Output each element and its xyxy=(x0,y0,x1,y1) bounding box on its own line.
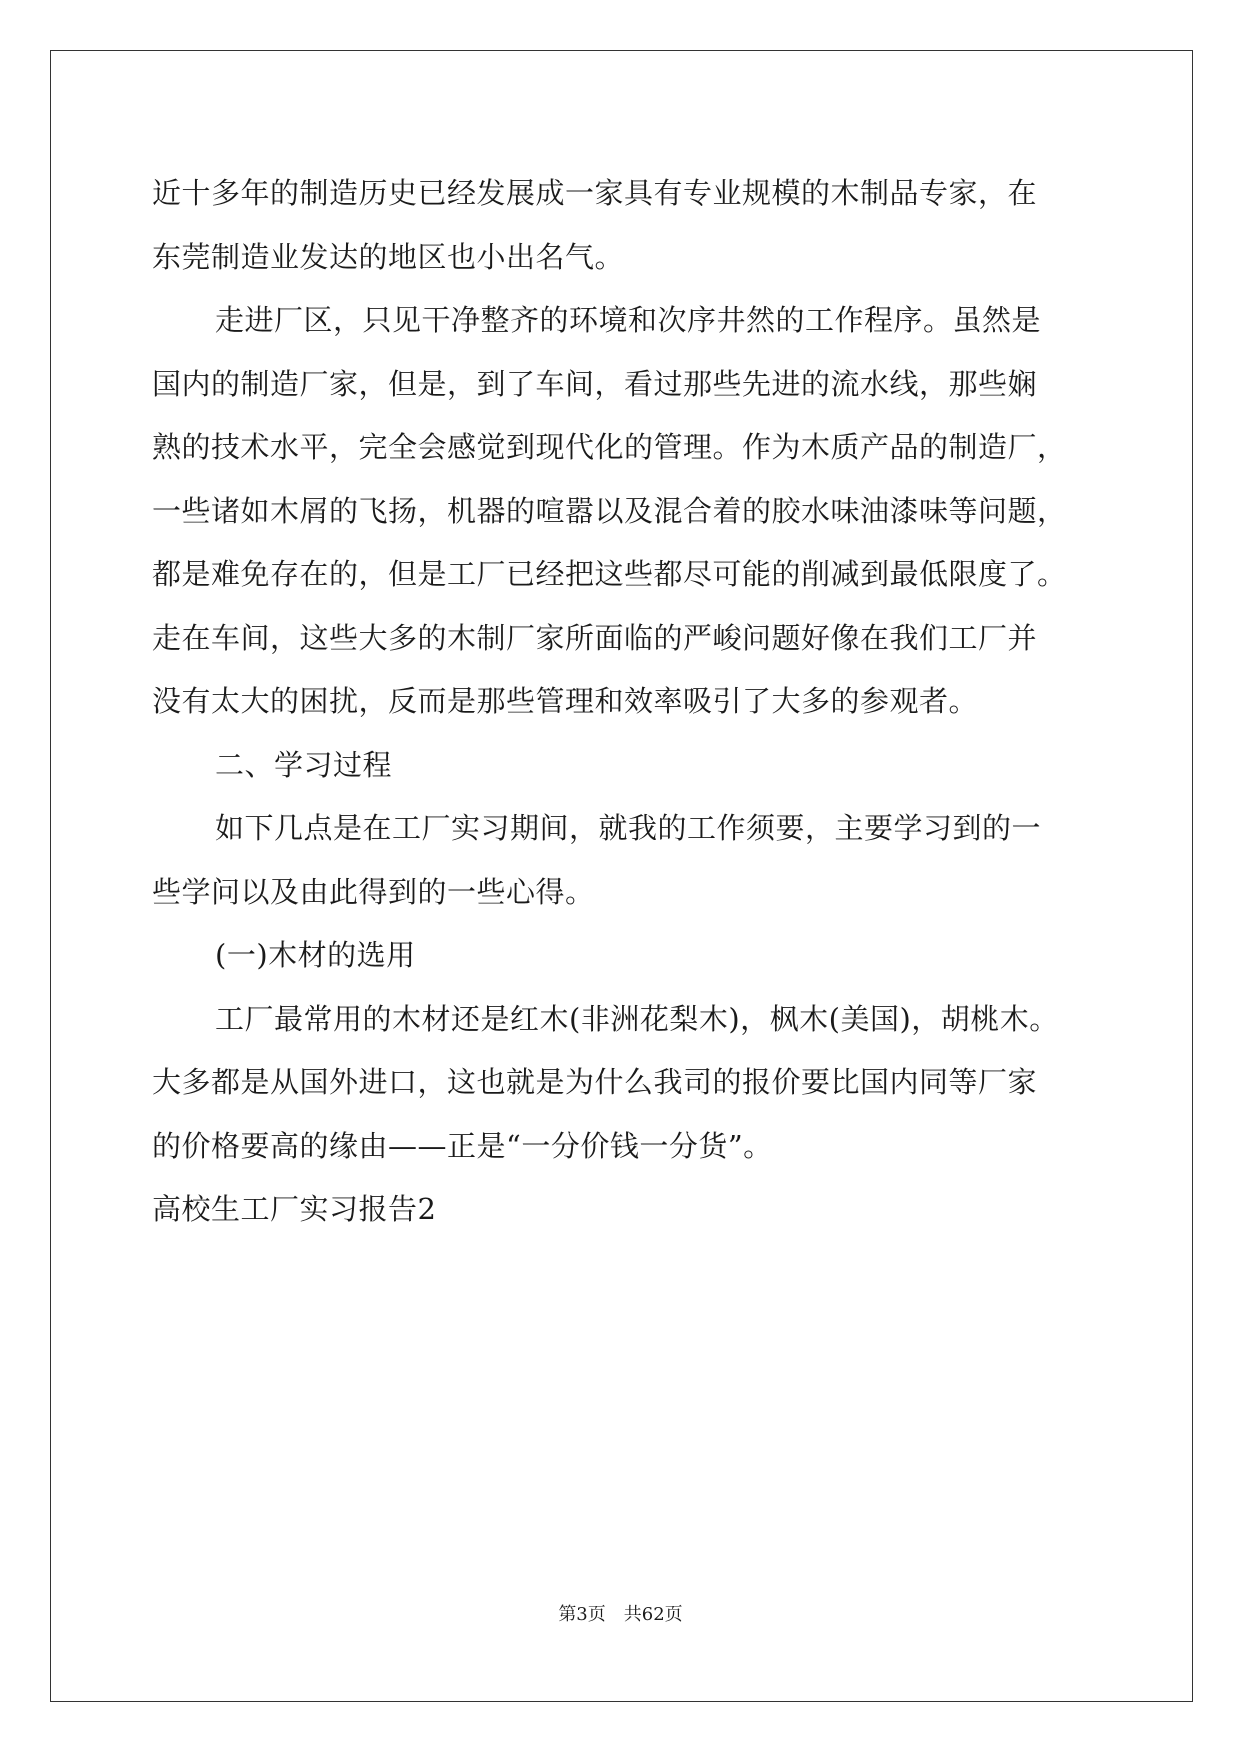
text-line: 的价格要高的缘由——正是“一分价钱一分货”。 xyxy=(152,1128,773,1163)
text-line: 东莞制造业发达的地区也小出名气。 xyxy=(152,239,625,274)
page-number: 第3页 xyxy=(558,1604,606,1625)
page-footer xyxy=(0,1600,1241,1626)
text-line: 工厂最常用的木材还是红木(非洲花梨木)，枫木(美国)，胡桃木。 xyxy=(215,1001,1059,1036)
section-heading: 二、学习过程 xyxy=(215,747,393,782)
text-line: 都是难免存在的，但是工厂已经把这些都尽可能的削减到最低限度了。 xyxy=(152,557,1067,591)
document-title: 高校生工厂实习报告2 xyxy=(152,1192,437,1226)
text-line: 熟的技术水平，完全会感觉到现代化的管理。作为木质产品的制造厂， xyxy=(152,430,1067,464)
text-line: 国内的制造厂家，但是，到了车间，看过那些先进的流水线，那些娴 xyxy=(152,366,1038,401)
text-line: 一些诸如木屑的飞扬，机器的喧嚣以及混合着的胶水味油漆味等问题， xyxy=(152,493,1067,528)
page-total: 共62页 xyxy=(623,1604,683,1625)
text-line: 如下几点是在工厂实习期间，就我的工作须要，主要学习到的一 xyxy=(215,811,1042,845)
text-line: 大多都是从国外进口，这也就是为什么我司的报价要比国内同等厂家 xyxy=(152,1065,1038,1099)
text-line: 没有太大的困扰，反而是那些管理和效率吸引了大多的参观者。 xyxy=(152,684,979,718)
text-line: 些学问以及由此得到的一些心得。 xyxy=(152,874,595,909)
text-line: 走在车间，这些大多的木制厂家所面临的严峻问题好像在我们工厂并 xyxy=(152,620,1038,655)
subsection-heading: (一)木材的选用 xyxy=(215,938,416,972)
text-line: 走进厂区，只见干净整齐的环境和次序井然的工作程序。虽然是 xyxy=(215,303,1042,337)
document-body xyxy=(152,162,1092,1242)
text-line: 近十多年的制造历史已经发展成一家具有专业规模的木制品专家，在 xyxy=(152,176,1038,210)
